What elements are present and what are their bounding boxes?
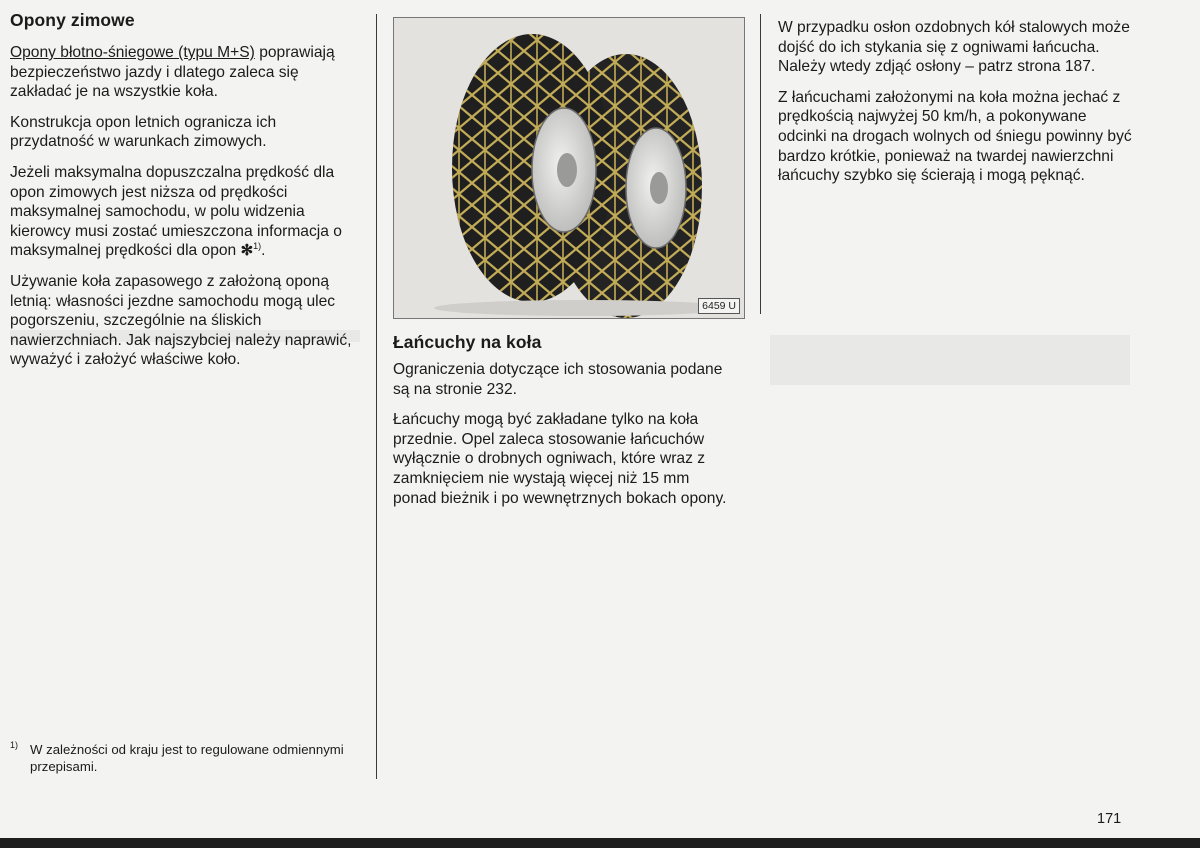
column-divider [760, 14, 761, 314]
column-divider [376, 14, 377, 779]
paragraph-text: Jeżeli maksymalna dopuszczalna prędkość dla opon zimowych jest niższa od prędkości maksymalnej samochodu, w polu widzenia kierowcy musi zostać umieszczona informacja o maksymalnej prędkości dla opon [10, 163, 342, 260]
paragraph [10, 43, 362, 102]
section-title-snow-chains: Łańcuchy na koła [393, 332, 542, 352]
bleed-through-panel [770, 335, 1130, 385]
front-tire [452, 34, 612, 302]
tires-with-chains-drawing [394, 18, 744, 318]
underlined-lead: Opony błotno-śniegowe (typu M+S) [10, 44, 255, 61]
left-column-body [10, 43, 362, 381]
footnote-reference: 1) [253, 241, 262, 252]
snowflake-icon: ✻ [240, 242, 254, 260]
paragraph: Łańcuchy mogą być zakładane tylko na koła przednie. Opel zaleca stosowanie łańcuchów wyłącznie o drobnych ogniwach, które wraz z zamknięciem nie wystają więcej niż 15 mm ponad bieżnik i po wewnętrznych bokach opony. [393, 411, 727, 507]
right-column-body [778, 18, 1133, 197]
bottom-edge-bar [0, 838, 1200, 848]
paragraph: Konstrukcja opon letnich ogranicza ich przydatność w warunkach zimowych. [10, 113, 277, 151]
footnote-mark: 1) [10, 740, 19, 750]
footnote [10, 742, 350, 775]
paragraph: Używanie koła zapasowego z założoną oponą letnią: własności jezdne samochodu mogą ulec pogorszeniu, szczególnie na śliskich nawierzchniach. Jak najszybciej należy naprawić, wyważyć i założyć właściwe koło. [10, 272, 352, 369]
paragraph: W przypadku osłon ozdobnych kół stalowych może dojść do ich stykania się z ogniwami łańcucha. Należy wtedy zdjąć osłony – patrz strona 187. [778, 19, 1130, 76]
section-title-winter-tires: Opony zimowe [10, 10, 135, 30]
paragraph: Z łańcuchami założonymi na koła można jechać z prędkością najwyżej 50 km/h, a pokonywane odcinki na drogach wolnych od śniegu powinny być bardzo krótkie, ponieważ na twardej nawierzchni łańcuchy szybko się ścierają i mogą pęknąć. [778, 88, 1132, 185]
paragraph: Ograniczenia dotyczące ich stosowania podane są na stronie 232. [393, 361, 723, 398]
paragraph [10, 163, 362, 261]
figure-label: 6459 U [698, 298, 740, 314]
paragraph-text: poprawiają bezpieczeństwo jazdy i dlatego zaleca się zakładać je na wszystkie koła. [10, 44, 335, 101]
paragraph-end: . [261, 242, 266, 260]
page-number: 171 [1097, 811, 1122, 827]
middle-column-body [393, 360, 733, 519]
snow-chain-illustration [393, 17, 745, 319]
footnote-text: W zależności od kraju jest to regulowane odmiennymi przepisami. [30, 742, 344, 774]
